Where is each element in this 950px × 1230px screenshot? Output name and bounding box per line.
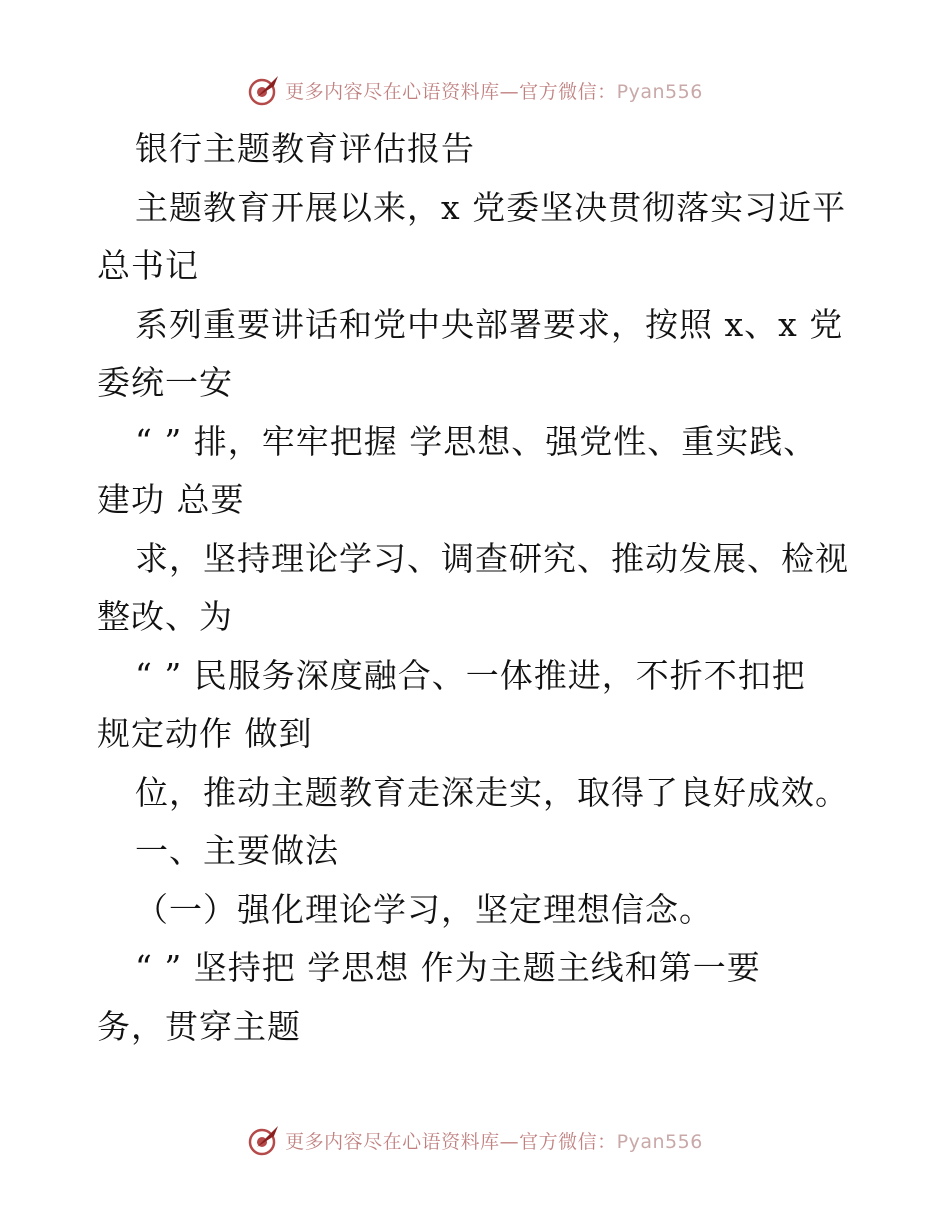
quill-logo-icon xyxy=(247,1123,281,1157)
document-title: 银行主题教育评估报告 xyxy=(135,129,475,168)
paragraph-line: 务，贯穿主题 xyxy=(97,1006,301,1046)
watermark-header xyxy=(0,70,950,110)
watermark-footer xyxy=(0,1120,950,1160)
watermark-text: 更多内容尽在心语资料库—官方微信：Pyan556 xyxy=(285,80,703,103)
paragraph-line: 委统一安 xyxy=(97,363,233,402)
paragraph-line: “ ” 排，牢牢把握 学思想、强党性、重实践、 xyxy=(135,421,818,461)
paragraph-line: 总书记 xyxy=(97,246,199,285)
paragraph-line: 求，坚持理论学习、调查研究、推动发展、检视 xyxy=(135,538,849,578)
document-body xyxy=(97,120,857,1056)
paragraph-line: “ ” 民服务深度融合、一体推进，不折不扣把 xyxy=(135,655,806,695)
watermark-text: 更多内容尽在心语资料库—官方微信：Pyan556 xyxy=(285,1130,703,1153)
paragraph-line: 建功 总要 xyxy=(97,480,245,519)
paragraph-line: “ ” 坚持把 学思想 作为主题主线和第一要 xyxy=(135,948,761,987)
paragraph-line: 系列重要讲话和党中央部署要求，按照 x、x 党 xyxy=(135,304,844,344)
section-heading: 一、主要做法 xyxy=(135,831,339,870)
paragraph-line: 整改、为 xyxy=(97,597,233,636)
paragraph-line: 位，推动主题教育走深走实，取得了良好成效。 xyxy=(135,772,849,812)
subsection-heading: （一）强化理论学习，坚定理想信念。 xyxy=(135,889,713,929)
quill-logo-icon xyxy=(247,73,281,107)
paragraph-line: 规定动作 做到 xyxy=(97,714,313,753)
paragraph-line: 主题教育开展以来，x 党委坚决贯彻落实习近平 xyxy=(135,187,847,227)
